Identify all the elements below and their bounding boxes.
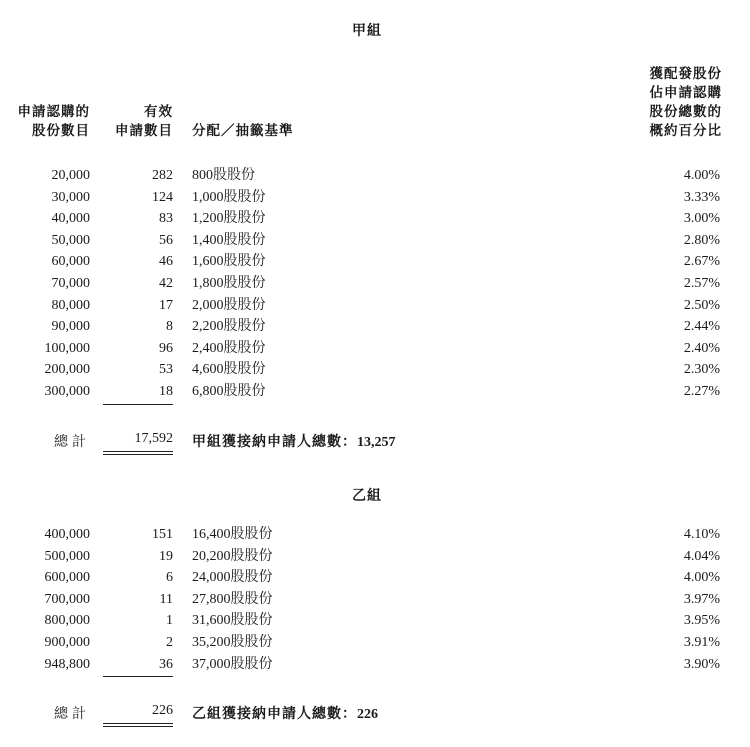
valid-applications-cell: 42 bbox=[159, 276, 173, 291]
table-row bbox=[0, 338, 750, 359]
header-applied-shares-line1: 申請認購的 bbox=[17, 104, 90, 120]
percentage-cell: 4.10% bbox=[683, 527, 720, 542]
allocation-basis-cell: 4,600股股份 bbox=[192, 362, 266, 378]
applied-shares-cell: 100,000 bbox=[44, 340, 90, 356]
valid-applications-cell: 6 bbox=[166, 570, 173, 586]
applied-shares-cell: 600,000 bbox=[44, 570, 90, 586]
applied-shares-cell: 300,000 bbox=[44, 384, 90, 399]
group-a-summary-value: 13,257 bbox=[357, 435, 396, 450]
table-row bbox=[0, 208, 750, 229]
allocation-basis-cell: 1,000股股份 bbox=[192, 189, 266, 205]
table-row bbox=[0, 546, 750, 567]
header-valid-applications-line1: 有效 bbox=[144, 104, 173, 120]
group-b-summary-label: 乙組獲接納申請人總數： bbox=[192, 706, 357, 722]
valid-applications-cell: 18 bbox=[159, 384, 173, 399]
valid-applications-cell: 11 bbox=[159, 591, 173, 607]
allocation-basis-cell: 1,400股股份 bbox=[192, 232, 266, 248]
header-percentage-line4: 概約百分比 bbox=[649, 123, 722, 139]
group-b-total-double-rule-2 bbox=[103, 726, 173, 727]
applied-shares-cell: 80,000 bbox=[51, 297, 90, 313]
group-b-total-double-rule-1 bbox=[103, 723, 173, 724]
table-row bbox=[0, 251, 750, 272]
percentage-cell: 2.57% bbox=[683, 276, 720, 291]
table-row bbox=[0, 273, 750, 294]
allocation-basis-cell: 2,400股股份 bbox=[192, 340, 266, 356]
group-a-total-top-rule bbox=[103, 404, 173, 405]
applied-shares-cell: 20,000 bbox=[51, 168, 90, 183]
valid-applications-cell: 124 bbox=[152, 189, 173, 205]
group-b-title: 乙組 bbox=[352, 488, 382, 504]
percentage-cell: 3.91% bbox=[683, 635, 720, 650]
applied-shares-cell: 90,000 bbox=[51, 319, 90, 335]
group-a-total-double-rule-1 bbox=[103, 451, 173, 452]
allocation-basis-cell: 20,200股股份 bbox=[192, 548, 273, 564]
allocation-basis-cell: 1,800股股份 bbox=[192, 276, 266, 291]
group-a-total-label: 總計 bbox=[54, 435, 90, 450]
applied-shares-cell: 200,000 bbox=[44, 362, 90, 378]
allocation-basis-cell: 16,400股股份 bbox=[192, 527, 273, 542]
table-row bbox=[0, 632, 750, 653]
valid-applications-cell: 282 bbox=[152, 168, 173, 183]
percentage-cell: 2.80% bbox=[683, 232, 720, 248]
header-percentage-line2: 佔申請認購 bbox=[649, 85, 722, 101]
group-b-total-label: 總計 bbox=[54, 707, 90, 722]
percentage-cell: 3.90% bbox=[683, 656, 720, 672]
header-valid-applications-line2: 申請數目 bbox=[115, 123, 173, 139]
allocation-basis-cell: 1,200股股份 bbox=[192, 211, 266, 227]
header-percentage-line1: 獲配發股份 bbox=[649, 66, 722, 82]
percentage-cell: 2.40% bbox=[683, 340, 720, 356]
valid-applications-cell: 8 bbox=[166, 319, 173, 335]
header-percentage-line3: 股份總數的 bbox=[649, 104, 722, 120]
valid-applications-cell: 19 bbox=[159, 548, 173, 564]
valid-applications-cell: 83 bbox=[159, 211, 173, 227]
allocation-basis-cell: 31,600股股份 bbox=[192, 613, 273, 629]
table-row bbox=[0, 381, 750, 402]
group-a-summary bbox=[192, 431, 396, 451]
applied-shares-cell: 948,800 bbox=[44, 656, 90, 672]
applied-shares-cell: 800,000 bbox=[44, 613, 90, 629]
group-a-title: 甲組 bbox=[352, 23, 382, 39]
percentage-cell: 2.50% bbox=[683, 297, 720, 313]
table-row bbox=[0, 589, 750, 610]
applied-shares-cell: 30,000 bbox=[51, 189, 90, 205]
table-row bbox=[0, 295, 750, 316]
valid-applications-cell: 56 bbox=[159, 232, 173, 248]
valid-applications-cell: 17 bbox=[159, 297, 173, 313]
group-a-total-value: 17,592 bbox=[134, 431, 173, 446]
allocation-basis-cell: 37,000股股份 bbox=[192, 656, 273, 672]
percentage-cell: 4.04% bbox=[683, 548, 720, 564]
allocation-basis-cell: 2,000股股份 bbox=[192, 297, 266, 313]
percentage-cell: 3.00% bbox=[683, 211, 720, 227]
header-applied-shares bbox=[18, 103, 91, 141]
table-row bbox=[0, 524, 750, 545]
valid-applications-cell: 46 bbox=[159, 254, 173, 270]
percentage-cell: 3.95% bbox=[683, 613, 720, 629]
valid-applications-cell: 1 bbox=[166, 613, 173, 629]
header-percentage bbox=[650, 65, 723, 141]
table-row bbox=[0, 165, 750, 186]
applied-shares-cell: 500,000 bbox=[44, 548, 90, 564]
allocation-basis-cell: 800股股份 bbox=[192, 168, 255, 183]
table-row bbox=[0, 359, 750, 380]
group-b-summary bbox=[192, 703, 378, 723]
allocation-basis-cell: 6,800股股份 bbox=[192, 384, 266, 399]
table-row bbox=[0, 230, 750, 251]
applied-shares-cell: 40,000 bbox=[51, 211, 90, 227]
percentage-cell: 2.30% bbox=[683, 362, 720, 378]
valid-applications-cell: 151 bbox=[152, 527, 173, 542]
valid-applications-cell: 53 bbox=[159, 362, 173, 378]
allocation-basis-cell: 24,000股股份 bbox=[192, 570, 273, 586]
valid-applications-cell: 2 bbox=[166, 635, 173, 650]
valid-applications-cell: 96 bbox=[159, 340, 173, 356]
valid-applications-cell: 36 bbox=[159, 656, 173, 672]
group-b-total-top-rule bbox=[103, 676, 173, 677]
group-a-total-double-rule-2 bbox=[103, 454, 173, 455]
table-row bbox=[0, 187, 750, 208]
applied-shares-cell: 900,000 bbox=[44, 635, 90, 650]
percentage-cell: 3.97% bbox=[683, 591, 720, 607]
table-row bbox=[0, 567, 750, 588]
percentage-cell: 2.44% bbox=[683, 319, 720, 335]
allocation-basis-cell: 27,800股股份 bbox=[192, 591, 273, 607]
applied-shares-cell: 70,000 bbox=[51, 276, 90, 291]
header-applied-shares-line2: 股份數目 bbox=[32, 123, 90, 139]
percentage-cell: 3.33% bbox=[683, 189, 720, 205]
percentage-cell: 2.27% bbox=[683, 384, 720, 399]
applied-shares-cell: 60,000 bbox=[51, 254, 90, 270]
allocation-basis-cell: 2,200股股份 bbox=[192, 319, 266, 335]
group-b-summary-value: 226 bbox=[357, 707, 378, 722]
applied-shares-cell: 400,000 bbox=[44, 527, 90, 542]
allocation-basis-cell: 35,200股股份 bbox=[192, 635, 273, 650]
applied-shares-cell: 700,000 bbox=[44, 591, 90, 607]
group-a-summary-label: 甲組獲接納申請人總數： bbox=[192, 434, 357, 450]
table-row bbox=[0, 610, 750, 631]
table-row bbox=[0, 654, 750, 675]
allocation-basis-cell: 1,600股股份 bbox=[192, 254, 266, 270]
percentage-cell: 4.00% bbox=[683, 570, 720, 586]
group-b-total-value: 226 bbox=[152, 703, 173, 718]
percentage-cell: 4.00% bbox=[683, 168, 720, 183]
table-row bbox=[0, 316, 750, 337]
percentage-cell: 2.67% bbox=[683, 254, 720, 270]
header-valid-applications bbox=[115, 103, 173, 141]
applied-shares-cell: 50,000 bbox=[51, 232, 90, 248]
header-basis: 分配／抽籤基準 bbox=[192, 123, 294, 139]
